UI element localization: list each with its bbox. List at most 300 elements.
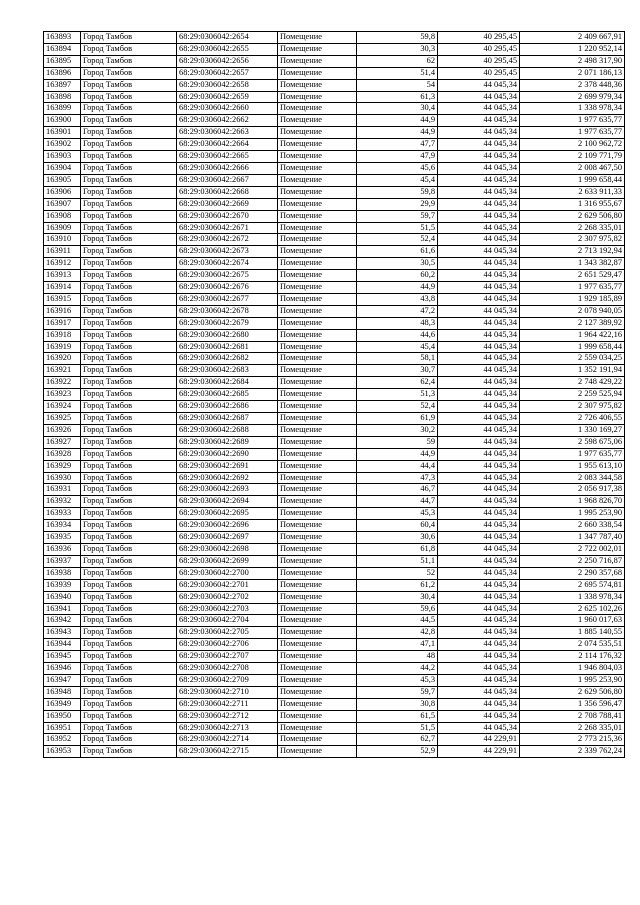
- cadastral-value-cell: 2 250 716,87: [520, 555, 625, 567]
- object-type-cell: Помещение: [278, 532, 357, 544]
- specific-value-cell: 44 045,34: [438, 91, 520, 103]
- cadastral-value-cell: 2 559 034,25: [520, 353, 625, 365]
- object-type-cell: Помещение: [278, 424, 357, 436]
- row-id-cell: 163901: [44, 127, 81, 139]
- city-cell: Город Тамбов: [81, 746, 177, 758]
- cadastral-value-cell: 2 773 215,36: [520, 734, 625, 746]
- object-type-cell: Помещение: [278, 139, 357, 151]
- specific-value-cell: 44 045,34: [438, 341, 520, 353]
- cadastral-value-cell: 1 338 978,34: [520, 103, 625, 115]
- row-id-cell: 163951: [44, 722, 81, 734]
- area-cell: 48,3: [357, 317, 438, 329]
- object-type-cell: Помещение: [278, 460, 357, 472]
- area-cell: 30,5: [357, 258, 438, 270]
- area-cell: 44,6: [357, 329, 438, 341]
- object-type-cell: Помещение: [278, 293, 357, 305]
- cadastral-value-cell: 1 330 169,27: [520, 424, 625, 436]
- specific-value-cell: 44 045,34: [438, 484, 520, 496]
- cadastral-value-cell: 2 629 506,80: [520, 210, 625, 222]
- row-id-cell: 163937: [44, 555, 81, 567]
- row-id-cell: 163944: [44, 639, 81, 651]
- object-type-cell: Помещение: [278, 698, 357, 710]
- city-cell: Город Тамбов: [81, 710, 177, 722]
- area-cell: 60,2: [357, 270, 438, 282]
- city-cell: Город Тамбов: [81, 567, 177, 579]
- row-id-cell: 163906: [44, 186, 81, 198]
- table-row: [44, 746, 625, 758]
- city-cell: Город Тамбов: [81, 127, 177, 139]
- object-type-cell: Помещение: [278, 710, 357, 722]
- row-id-cell: 163921: [44, 365, 81, 377]
- cadastral-number-cell: 68:29:0306042:2712: [177, 710, 278, 722]
- cadastral-value-cell: 1 977 635,77: [520, 127, 625, 139]
- area-cell: 48: [357, 651, 438, 663]
- cadastral-value-cell: 2 695 574,81: [520, 579, 625, 591]
- specific-value-cell: 44 045,34: [438, 436, 520, 448]
- table-row: [44, 246, 625, 258]
- specific-value-cell: 44 045,34: [438, 663, 520, 675]
- cadastral-value-cell: 2 268 335,01: [520, 222, 625, 234]
- cadastral-value-cell: 2 290 357,68: [520, 567, 625, 579]
- specific-value-cell: 44 045,34: [438, 543, 520, 555]
- row-id-cell: 163910: [44, 234, 81, 246]
- cadastral-number-cell: 68:29:0306042:2662: [177, 115, 278, 127]
- area-cell: 62: [357, 55, 438, 67]
- specific-value-cell: 44 045,34: [438, 115, 520, 127]
- row-id-cell: 163909: [44, 222, 81, 234]
- cadastral-number-cell: 68:29:0306042:2705: [177, 627, 278, 639]
- cadastral-number-cell: 68:29:0306042:2654: [177, 32, 278, 44]
- city-cell: Город Тамбов: [81, 329, 177, 341]
- specific-value-cell: 44 045,34: [438, 79, 520, 91]
- cadastral-value-cell: 2 713 192,94: [520, 246, 625, 258]
- cadastral-number-cell: 68:29:0306042:2663: [177, 127, 278, 139]
- object-type-cell: Помещение: [278, 627, 357, 639]
- cadastral-number-cell: 68:29:0306042:2673: [177, 246, 278, 258]
- cadastral-value-cell: 2 409 667,91: [520, 32, 625, 44]
- object-type-cell: Помещение: [278, 329, 357, 341]
- specific-value-cell: 44 045,34: [438, 424, 520, 436]
- object-type-cell: Помещение: [278, 651, 357, 663]
- cadastral-number-cell: 68:29:0306042:2671: [177, 222, 278, 234]
- city-cell: Город Тамбов: [81, 317, 177, 329]
- cadastral-value-cell: 2 598 675,06: [520, 436, 625, 448]
- row-id-cell: 163925: [44, 413, 81, 425]
- row-id-cell: 163943: [44, 627, 81, 639]
- cadastral-number-cell: 68:29:0306042:2703: [177, 603, 278, 615]
- cadastral-value-cell: 2 100 962,72: [520, 139, 625, 151]
- table-row: [44, 615, 625, 627]
- row-id-cell: 163939: [44, 579, 81, 591]
- area-cell: 51,5: [357, 222, 438, 234]
- object-type-cell: Помещение: [278, 567, 357, 579]
- city-cell: Город Тамбов: [81, 686, 177, 698]
- cadastral-value-cell: 1 960 017,63: [520, 615, 625, 627]
- city-cell: Город Тамбов: [81, 484, 177, 496]
- table-row: [44, 401, 625, 413]
- table-row: [44, 686, 625, 698]
- object-type-cell: Помещение: [278, 43, 357, 55]
- specific-value-cell: 44 045,34: [438, 127, 520, 139]
- table-row: [44, 603, 625, 615]
- cadastral-value-cell: 2 008 467,50: [520, 162, 625, 174]
- city-cell: Город Тамбов: [81, 353, 177, 365]
- cadastral-number-cell: 68:29:0306042:2691: [177, 460, 278, 472]
- area-cell: 47,3: [357, 472, 438, 484]
- row-id-cell: 163922: [44, 377, 81, 389]
- specific-value-cell: 44 045,34: [438, 246, 520, 258]
- cadastral-value-cell: 2 071 186,13: [520, 67, 625, 79]
- row-id-cell: 163894: [44, 43, 81, 55]
- specific-value-cell: 44 045,34: [438, 413, 520, 425]
- city-cell: Город Тамбов: [81, 472, 177, 484]
- city-cell: Город Тамбов: [81, 734, 177, 746]
- row-id-cell: 163899: [44, 103, 81, 115]
- table-row: [44, 329, 625, 341]
- row-id-cell: 163938: [44, 567, 81, 579]
- cadastral-number-cell: 68:29:0306042:2669: [177, 198, 278, 210]
- row-id-cell: 163936: [44, 543, 81, 555]
- row-id-cell: 163923: [44, 389, 81, 401]
- cadastral-number-cell: 68:29:0306042:2700: [177, 567, 278, 579]
- city-cell: Город Тамбов: [81, 674, 177, 686]
- area-cell: 44,4: [357, 460, 438, 472]
- area-cell: 61,8: [357, 543, 438, 555]
- table-row: [44, 722, 625, 734]
- city-cell: Город Тамбов: [81, 365, 177, 377]
- specific-value-cell: 44 045,34: [438, 293, 520, 305]
- city-cell: Город Тамбов: [81, 722, 177, 734]
- specific-value-cell: 44 045,34: [438, 258, 520, 270]
- area-cell: 45,3: [357, 508, 438, 520]
- table-row: [44, 115, 625, 127]
- cadastral-value-cell: 2 056 917,38: [520, 484, 625, 496]
- table-row: [44, 317, 625, 329]
- area-cell: 44,9: [357, 282, 438, 294]
- table-row: [44, 103, 625, 115]
- city-cell: Город Тамбов: [81, 91, 177, 103]
- city-cell: Город Тамбов: [81, 270, 177, 282]
- city-cell: Город Тамбов: [81, 293, 177, 305]
- area-cell: 51,5: [357, 722, 438, 734]
- specific-value-cell: 44 045,34: [438, 520, 520, 532]
- table-row: [44, 734, 625, 746]
- specific-value-cell: 44 045,34: [438, 651, 520, 663]
- city-cell: Город Тамбов: [81, 234, 177, 246]
- specific-value-cell: 44 045,34: [438, 508, 520, 520]
- specific-value-cell: 44 045,34: [438, 234, 520, 246]
- area-cell: 59,7: [357, 210, 438, 222]
- city-cell: Город Тамбов: [81, 532, 177, 544]
- area-cell: 62,7: [357, 734, 438, 746]
- area-cell: 61,5: [357, 710, 438, 722]
- table-row: [44, 579, 625, 591]
- specific-value-cell: 44 045,34: [438, 674, 520, 686]
- cadastral-number-cell: 68:29:0306042:2687: [177, 413, 278, 425]
- row-id-cell: 163905: [44, 174, 81, 186]
- specific-value-cell: 44 045,34: [438, 103, 520, 115]
- row-id-cell: 163896: [44, 67, 81, 79]
- city-cell: Город Тамбов: [81, 103, 177, 115]
- specific-value-cell: 44 045,34: [438, 282, 520, 294]
- specific-value-cell: 44 045,34: [438, 627, 520, 639]
- cadastral-number-cell: 68:29:0306042:2713: [177, 722, 278, 734]
- cadastral-number-cell: 68:29:0306042:2655: [177, 43, 278, 55]
- area-cell: 46,7: [357, 484, 438, 496]
- object-type-cell: Помещение: [278, 389, 357, 401]
- cadastral-number-cell: 68:29:0306042:2682: [177, 353, 278, 365]
- area-cell: 62,4: [357, 377, 438, 389]
- specific-value-cell: 44 045,34: [438, 472, 520, 484]
- cadastral-number-cell: 68:29:0306042:2706: [177, 639, 278, 651]
- row-id-cell: 163940: [44, 591, 81, 603]
- cadastral-value-cell: 2 722 002,01: [520, 543, 625, 555]
- area-cell: 30,8: [357, 698, 438, 710]
- cadastral-value-cell: 1 338 978,34: [520, 591, 625, 603]
- area-cell: 59,7: [357, 686, 438, 698]
- table-row: [44, 174, 625, 186]
- city-cell: Город Тамбов: [81, 43, 177, 55]
- row-id-cell: 163930: [44, 472, 81, 484]
- table-row: [44, 627, 625, 639]
- table-row: [44, 341, 625, 353]
- city-cell: Город Тамбов: [81, 424, 177, 436]
- cadastral-value-cell: 1 316 955,67: [520, 198, 625, 210]
- city-cell: Город Тамбов: [81, 520, 177, 532]
- cadastral-number-cell: 68:29:0306042:2676: [177, 282, 278, 294]
- cadastral-value-cell: 1 995 253,90: [520, 508, 625, 520]
- row-id-cell: 163893: [44, 32, 81, 44]
- row-id-cell: 163927: [44, 436, 81, 448]
- cadastral-number-cell: 68:29:0306042:2688: [177, 424, 278, 436]
- cadastral-value-cell: 1 220 952,14: [520, 43, 625, 55]
- area-cell: 51,1: [357, 555, 438, 567]
- row-id-cell: 163949: [44, 698, 81, 710]
- cadastral-number-cell: 68:29:0306042:2657: [177, 67, 278, 79]
- row-id-cell: 163913: [44, 270, 81, 282]
- object-type-cell: Помещение: [278, 603, 357, 615]
- area-cell: 52,9: [357, 746, 438, 758]
- object-type-cell: Помещение: [278, 305, 357, 317]
- area-cell: 60,4: [357, 520, 438, 532]
- row-id-cell: 163897: [44, 79, 81, 91]
- specific-value-cell: 44 045,34: [438, 317, 520, 329]
- row-id-cell: 163908: [44, 210, 81, 222]
- table-row: [44, 127, 625, 139]
- object-type-cell: Помещение: [278, 365, 357, 377]
- row-id-cell: 163932: [44, 496, 81, 508]
- table-row: [44, 151, 625, 163]
- cadastral-number-cell: 68:29:0306042:2670: [177, 210, 278, 222]
- cadastral-value-cell: 2 660 338,54: [520, 520, 625, 532]
- city-cell: Город Тамбов: [81, 305, 177, 317]
- table-row: [44, 43, 625, 55]
- city-cell: Город Тамбов: [81, 282, 177, 294]
- object-type-cell: Помещение: [278, 32, 357, 44]
- area-cell: 30,7: [357, 365, 438, 377]
- specific-value-cell: 44 045,34: [438, 639, 520, 651]
- row-id-cell: 163942: [44, 615, 81, 627]
- row-id-cell: 163902: [44, 139, 81, 151]
- city-cell: Город Тамбов: [81, 639, 177, 651]
- specific-value-cell: 44 045,34: [438, 186, 520, 198]
- object-type-cell: Помещение: [278, 151, 357, 163]
- area-cell: 42,8: [357, 627, 438, 639]
- city-cell: Город Тамбов: [81, 210, 177, 222]
- specific-value-cell: 44 045,34: [438, 555, 520, 567]
- cadastral-number-cell: 68:29:0306042:2658: [177, 79, 278, 91]
- object-type-cell: Помещение: [278, 210, 357, 222]
- cadastral-number-cell: 68:29:0306042:2683: [177, 365, 278, 377]
- cadastral-number-cell: 68:29:0306042:2710: [177, 686, 278, 698]
- object-type-cell: Помещение: [278, 103, 357, 115]
- city-cell: Город Тамбов: [81, 413, 177, 425]
- table-row: [44, 91, 625, 103]
- cadastral-number-cell: 68:29:0306042:2684: [177, 377, 278, 389]
- cadastral-number-cell: 68:29:0306042:2711: [177, 698, 278, 710]
- area-cell: 54: [357, 79, 438, 91]
- specific-value-cell: 44 045,34: [438, 615, 520, 627]
- object-type-cell: Помещение: [278, 353, 357, 365]
- object-type-cell: Помещение: [278, 615, 357, 627]
- object-type-cell: Помещение: [278, 55, 357, 67]
- area-cell: 29,9: [357, 198, 438, 210]
- cadastral-number-cell: 68:29:0306042:2672: [177, 234, 278, 246]
- city-cell: Город Тамбов: [81, 258, 177, 270]
- specific-value-cell: 44 045,34: [438, 162, 520, 174]
- city-cell: Город Тамбов: [81, 698, 177, 710]
- specific-value-cell: 44 045,34: [438, 305, 520, 317]
- table-row: [44, 222, 625, 234]
- specific-value-cell: 44 045,34: [438, 460, 520, 472]
- city-cell: Город Тамбов: [81, 389, 177, 401]
- area-cell: 44,2: [357, 663, 438, 675]
- table-row: [44, 496, 625, 508]
- cadastral-number-cell: 68:29:0306042:2689: [177, 436, 278, 448]
- object-type-cell: Помещение: [278, 555, 357, 567]
- row-id-cell: 163920: [44, 353, 81, 365]
- cadastral-number-cell: 68:29:0306042:2709: [177, 674, 278, 686]
- cadastral-value-cell: 2 651 529,47: [520, 270, 625, 282]
- table-row: [44, 567, 625, 579]
- object-type-cell: Помещение: [278, 67, 357, 79]
- cadastral-value-cell: 2 633 911,33: [520, 186, 625, 198]
- cadastral-value-cell: 1 356 596,47: [520, 698, 625, 710]
- row-id-cell: 163918: [44, 329, 81, 341]
- table-row: [44, 460, 625, 472]
- object-type-cell: Помещение: [278, 520, 357, 532]
- area-cell: 44,9: [357, 115, 438, 127]
- table-row: [44, 591, 625, 603]
- specific-value-cell: 44 045,34: [438, 591, 520, 603]
- cadastral-number-cell: 68:29:0306042:2680: [177, 329, 278, 341]
- row-id-cell: 163919: [44, 341, 81, 353]
- specific-value-cell: 44 045,34: [438, 270, 520, 282]
- cadastral-value-cell: 2 699 979,34: [520, 91, 625, 103]
- area-cell: 30,2: [357, 424, 438, 436]
- table-row: [44, 424, 625, 436]
- table-row: [44, 365, 625, 377]
- table-row: [44, 520, 625, 532]
- table-row: [44, 484, 625, 496]
- area-cell: 45,4: [357, 341, 438, 353]
- cadastral-value-cell: 2 259 525,94: [520, 389, 625, 401]
- table-row: [44, 55, 625, 67]
- row-id-cell: 163912: [44, 258, 81, 270]
- table-row: [44, 67, 625, 79]
- area-cell: 44,9: [357, 127, 438, 139]
- table-row: [44, 543, 625, 555]
- cadastral-number-cell: 68:29:0306042:2692: [177, 472, 278, 484]
- object-type-cell: Помещение: [278, 162, 357, 174]
- object-type-cell: Помещение: [278, 496, 357, 508]
- cadastral-value-cell: 1 347 787,40: [520, 532, 625, 544]
- cadastral-value-cell: 2 083 344,58: [520, 472, 625, 484]
- cadastral-number-cell: 68:29:0306042:2704: [177, 615, 278, 627]
- object-type-cell: Помещение: [278, 734, 357, 746]
- cadastral-value-cell: 1 964 422,16: [520, 329, 625, 341]
- area-cell: 59,6: [357, 603, 438, 615]
- cadastral-value-cell: 1 885 140,55: [520, 627, 625, 639]
- object-type-cell: Помещение: [278, 174, 357, 186]
- table-row: [44, 293, 625, 305]
- area-cell: 45,4: [357, 174, 438, 186]
- row-id-cell: 163915: [44, 293, 81, 305]
- row-id-cell: 163941: [44, 603, 81, 615]
- cadastral-value-cell: 2 378 448,36: [520, 79, 625, 91]
- specific-value-cell: 44 229,91: [438, 734, 520, 746]
- table-row: [44, 532, 625, 544]
- specific-value-cell: 40 295,45: [438, 67, 520, 79]
- city-cell: Город Тамбов: [81, 79, 177, 91]
- cadastral-value-cell: 2 078 940,05: [520, 305, 625, 317]
- object-type-cell: Помещение: [278, 222, 357, 234]
- cadastral-number-cell: 68:29:0306042:2685: [177, 389, 278, 401]
- table-body: [44, 32, 625, 758]
- city-cell: Город Тамбов: [81, 67, 177, 79]
- object-type-cell: Помещение: [278, 484, 357, 496]
- area-cell: 43,8: [357, 293, 438, 305]
- object-type-cell: Помещение: [278, 448, 357, 460]
- table-row: [44, 377, 625, 389]
- table-row: [44, 305, 625, 317]
- specific-value-cell: 44 045,34: [438, 448, 520, 460]
- area-cell: 30,6: [357, 532, 438, 544]
- table-row: [44, 436, 625, 448]
- city-cell: Город Тамбов: [81, 377, 177, 389]
- table-row: [44, 198, 625, 210]
- cadastral-number-cell: 68:29:0306042:2708: [177, 663, 278, 675]
- object-type-cell: Помещение: [278, 591, 357, 603]
- cadastral-value-cell: 2 629 506,80: [520, 686, 625, 698]
- cadastral-number-cell: 68:29:0306042:2659: [177, 91, 278, 103]
- cadastral-value-cell: 2 625 102,26: [520, 603, 625, 615]
- row-id-cell: 163904: [44, 162, 81, 174]
- object-type-cell: Помещение: [278, 663, 357, 675]
- area-cell: 52,4: [357, 234, 438, 246]
- object-type-cell: Помещение: [278, 674, 357, 686]
- cadastral-number-cell: 68:29:0306042:2667: [177, 174, 278, 186]
- specific-value-cell: 40 295,45: [438, 32, 520, 44]
- table-row: [44, 663, 625, 675]
- row-id-cell: 163935: [44, 532, 81, 544]
- object-type-cell: Помещение: [278, 246, 357, 258]
- city-cell: Город Тамбов: [81, 246, 177, 258]
- specific-value-cell: 44 045,34: [438, 496, 520, 508]
- city-cell: Город Тамбов: [81, 341, 177, 353]
- area-cell: 52,4: [357, 401, 438, 413]
- table-row: [44, 79, 625, 91]
